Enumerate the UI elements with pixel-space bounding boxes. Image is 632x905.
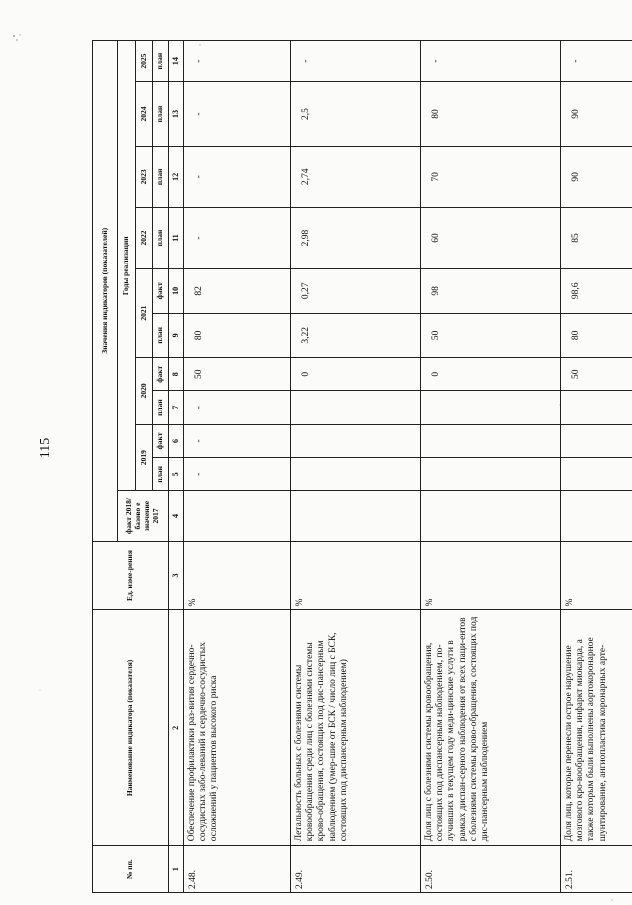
value-cell: 3,22 xyxy=(291,313,421,357)
column-index: 7 xyxy=(169,391,184,424)
value-cell: - xyxy=(184,41,291,82)
value-cell: 2,74 xyxy=(291,146,421,207)
row-number: 2.48. xyxy=(184,846,291,893)
header-year-2020: 2020 xyxy=(136,358,153,425)
header-year-2022: 2022 xyxy=(136,207,153,268)
base-value xyxy=(421,491,561,541)
value-cell xyxy=(421,424,561,457)
value-cell xyxy=(291,424,421,457)
value-cell: - xyxy=(184,391,291,424)
column-index: 8 xyxy=(169,358,184,391)
value-cell: - xyxy=(421,41,561,82)
value-cell: 0 xyxy=(291,358,421,391)
table-row xyxy=(561,41,632,893)
header-plan: план xyxy=(153,391,169,424)
table-row xyxy=(291,41,421,893)
column-index: 10 xyxy=(169,269,184,313)
value-cell xyxy=(421,458,561,491)
value-cell: 0,27 xyxy=(291,269,421,313)
header-fact: факт xyxy=(153,269,169,313)
table-row xyxy=(421,41,561,893)
indicator-name: Доля лиц с болезнями системы кровообращения, состоящих под диспансерным наблюдением, по-лучивших в текущем году меди-цинские услуги в рамках диспан-серного наблюдения от всех паци-ентов с болезнями системы крово-обращения, состоящих под дис-пансерным наблюдением xyxy=(421,610,561,846)
header-plan: план xyxy=(153,313,169,357)
header-name: Наименование индикатора (показателя) xyxy=(93,610,169,846)
value-cell: 60 xyxy=(421,207,561,268)
column-index: 11 xyxy=(169,207,184,268)
unit-cell: % xyxy=(291,541,421,610)
value-cell: 50 xyxy=(561,358,632,391)
header-year-2021: 2021 xyxy=(136,269,153,358)
value-cell xyxy=(561,424,632,457)
value-cell: 50 xyxy=(421,313,561,357)
row-number: 2.49. xyxy=(291,846,421,893)
unit-cell: % xyxy=(421,541,561,610)
column-index: 13 xyxy=(169,82,184,147)
header-year-2025: 2025 xyxy=(136,41,153,82)
header-years-group: Годы реализации xyxy=(118,41,136,492)
value-cell: - xyxy=(184,146,291,207)
value-cell: - xyxy=(184,207,291,268)
unit-cell: % xyxy=(561,541,632,610)
value-cell: 90 xyxy=(561,82,632,147)
header-plan: план xyxy=(153,41,169,82)
value-cell: 0 xyxy=(421,358,561,391)
value-cell: 70 xyxy=(421,146,561,207)
column-index: 14 xyxy=(169,41,184,82)
column-index: 5 xyxy=(169,458,184,491)
indicator-name: Обеспечение профилактики раз-вития сердечно-сосудистых забо-леваний и сердечно-сосудистых осложнений у пациентов высокого риска xyxy=(184,610,291,846)
row-number: 2.50. xyxy=(421,846,561,893)
header-values-group: Значения индикаторов (показателей) xyxy=(93,41,118,542)
unit-cell: % xyxy=(184,541,291,610)
header-unit: Ед. изме-рения xyxy=(93,541,169,610)
value-cell xyxy=(291,391,421,424)
header-fact: факт xyxy=(153,358,169,391)
value-cell: - xyxy=(291,41,421,82)
header-no: № пп. xyxy=(93,846,169,893)
value-cell xyxy=(561,391,632,424)
value-cell: - xyxy=(184,458,291,491)
base-value xyxy=(561,491,632,541)
value-cell: 2,5 xyxy=(291,82,421,147)
header-plan: план xyxy=(153,458,169,491)
rotated-table-container xyxy=(92,40,608,893)
indicator-name: Летальность больных с болезнями системы кровообращения среди лиц с болезнями системы крово-обращения, состоящих под дис-пансерным наблюдением (умер-шие от БСК / число лиц с БСК, состоящих под диспансерным наблюдением) xyxy=(291,610,421,846)
base-value xyxy=(291,491,421,541)
column-index: 4 xyxy=(169,491,184,541)
column-index: 3 xyxy=(169,541,184,610)
column-index: 2 xyxy=(169,610,184,846)
value-cell: - xyxy=(184,82,291,147)
header-year-2023: 2023 xyxy=(136,146,153,207)
value-cell: 98 xyxy=(421,269,561,313)
indicators-table xyxy=(92,40,632,893)
row-number: 2.51. xyxy=(561,846,632,893)
value-cell: 80 xyxy=(421,82,561,147)
header-fact-base: факт 2018/базово е значение 2017 xyxy=(118,491,169,541)
column-index: 1 xyxy=(169,846,184,893)
value-cell: 50 xyxy=(184,358,291,391)
value-cell: 80 xyxy=(561,313,632,357)
value-cell: 98,6 xyxy=(561,269,632,313)
header-year-2024: 2024 xyxy=(136,82,153,147)
value-cell: 80 xyxy=(184,313,291,357)
header-plan: план xyxy=(153,207,169,268)
value-cell xyxy=(561,458,632,491)
column-index: 12 xyxy=(169,146,184,207)
base-value xyxy=(184,491,291,541)
value-cell xyxy=(291,458,421,491)
value-cell: 85 xyxy=(561,207,632,268)
header-plan: план xyxy=(153,146,169,207)
header-year-2019: 2019 xyxy=(136,424,153,491)
value-cell: 90 xyxy=(561,146,632,207)
page-number: 115 xyxy=(38,437,54,459)
header-plan: план xyxy=(153,82,169,147)
column-index: 6 xyxy=(169,424,184,457)
value-cell: 2,98 xyxy=(291,207,421,268)
column-index: 9 xyxy=(169,313,184,357)
value-cell xyxy=(421,391,561,424)
value-cell: 82 xyxy=(184,269,291,313)
value-cell: - xyxy=(561,41,632,82)
value-cell: - xyxy=(184,424,291,457)
indicator-name: Доля лиц, которые перенесли острое нарушение мозгового кро-вообращения, инфаркт миокарда, а также которым были выполнены аортокоронарное шунтирование, ангиопластика коронарных арте- xyxy=(561,610,632,846)
table-row xyxy=(184,41,291,893)
header-fact: факт xyxy=(153,424,169,457)
